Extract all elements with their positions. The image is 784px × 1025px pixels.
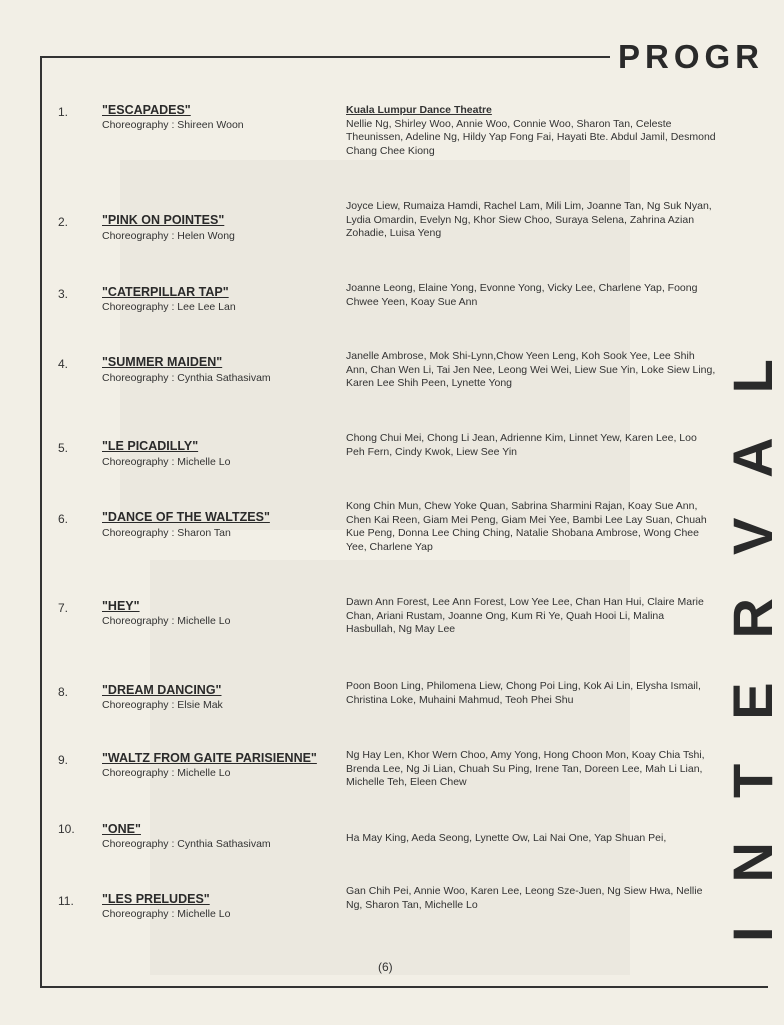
item-title: "PINK ON POINTES" [102, 213, 225, 227]
item-number: 11. [58, 894, 74, 908]
item-choreography: Choreography : Lee Lee Lan [102, 301, 236, 313]
item-title: "DREAM DANCING" [102, 683, 222, 697]
item-choreography: Choreography : Michelle Lo [102, 456, 231, 468]
side-vertical-word-text: INTERVAL [721, 315, 784, 942]
page-number: (6) [378, 960, 393, 974]
item-title: "LE PICADILLY" [102, 439, 199, 453]
item-cast: Joanne Leong, Elaine Yong, Evonne Yong, Vicky Lee, Charlene Yap, Foong Chwee Yeen, Koay Sue Ann [346, 282, 698, 308]
frame-left-rule [40, 56, 42, 987]
item-cast: Poon Boon Ling, Philomena Liew, Chong Poi Ling, Kok Ai Lin, Elysha Ismail, Christina Loke, Muhaini Mahmud, Teoh Phei Shu [346, 680, 701, 706]
item-choreography: Choreography : Shireen Woon [102, 119, 244, 131]
frame-top-rule [40, 56, 610, 58]
item-title: "LES PRELUDES" [102, 892, 210, 906]
item-number: 6. [58, 512, 69, 526]
item-number: 8. [58, 685, 69, 699]
item-choreography: Choreography : Michelle Lo [102, 615, 231, 627]
cast-list: Nellie Ng, Shirley Woo, Annie Woo, Connie Woo, Sharon Tan, Celeste Theunissen, Adeline Ng, Hildy Yap Fong Fai, Hayati Bte. Abdul Jamil, Desmond Chang Chee Kiong [346, 117, 716, 157]
item-number: 4. [58, 357, 69, 371]
side-vertical-word [721, 112, 784, 942]
company-name: Kuala Lumpur Dance Theatre [346, 104, 492, 116]
item-choreography: Choreography : Michelle Lo [102, 908, 231, 920]
item-number: 5. [58, 441, 69, 455]
item-number: 7. [58, 601, 69, 615]
item-choreography: Choreography : Cynthia Sathasivam [102, 372, 271, 384]
item-number: 10. [58, 822, 75, 836]
item-number: 1. [58, 105, 69, 119]
item-title: "ESCAPADES" [102, 103, 191, 117]
item-cast: Joyce Liew, Rumaiza Hamdi, Rachel Lam, Mili Lim, Joanne Tan, Ng Suk Nyan, Lydia Omardin, Evelyn Ng, Khor Siew Choo, Suraya Selena, Zahrina Azian Zohadie, Luisa Yeng [346, 200, 712, 239]
item-title: "DANCE OF THE WALTZES" [102, 510, 270, 524]
item-choreography: Choreography : Cynthia Sathasivam [102, 838, 271, 850]
item-choreography: Choreography : Elsie Mak [102, 699, 223, 711]
item-cast: Ng Hay Len, Khor Wern Choo, Amy Yong, Hong Choon Mon, Koay Chia Tshi, Brenda Lee, Ng Ji Lian, Chuah Su Ping, Irene Tan, Doreen Lee, Mah Li Lian, Michelle Teh, Eleen Chew [346, 749, 705, 788]
item-cast: Chong Chui Mei, Chong Li Jean, Adrienne Kim, Linnet Yew, Karen Lee, Loo Peh Fern, Cindy Kwok, Liew See Yin [346, 432, 697, 458]
item-choreography: Choreography : Helen Wong [102, 230, 235, 242]
item-number: 2. [58, 215, 69, 229]
item-title: "SUMMER MAIDEN" [102, 355, 223, 369]
item-cast: Kong Chin Mun, Chew Yoke Quan, Sabrina Sharmini Rajan, Koay Sue Ann, Chen Kai Reen, Giam Mei Peng, Giam Mei Yee, Bambi Lee Lay Suan, Chuah Kue Peng, Donna Lee Ching Ching, Natalie Shobana Ambrose, Wong Chee Yee, Charlene Yap [346, 500, 707, 553]
item-cast: Dawn Ann Forest, Lee Ann Forest, Low Yee Lee, Chan Han Hui, Claire Marie Chan, Ariani Rustam, Joanne Ong, Kum Ri Ye, Quah Hooi Li, Malina Hasbullah, Ng May Lee [346, 596, 704, 635]
item-title: "CATERPILLAR TAP" [102, 285, 229, 299]
item-title: "HEY" [102, 599, 140, 613]
item-cast: Ha May King, Aeda Seong, Lynette Ow, Lai Nai One, Yap Shuan Pei, [346, 832, 667, 844]
item-cast [346, 104, 716, 158]
item-number: 3. [58, 287, 69, 301]
item-title: "ONE" [102, 822, 141, 836]
item-number: 9. [58, 753, 69, 767]
item-choreography: Choreography : Michelle Lo [102, 767, 231, 779]
page-header-title: PROGR [618, 38, 765, 75]
item-title: "WALTZ FROM GAITE PARISIENNE" [102, 751, 317, 765]
item-cast: Gan Chih Pei, Annie Woo, Karen Lee, Leong Sze-Juen, Ng Siew Hwa, Nellie Ng, Sharon Tan, Michelle Lo [346, 885, 703, 911]
frame-bottom-rule [40, 986, 768, 988]
item-choreography: Choreography : Sharon Tan [102, 527, 231, 539]
item-cast: Janelle Ambrose, Mok Shi-Lynn,Chow Yeen Leng, Koh Sook Yee, Lee Shih Ann, Chan Wen Li, Tai Jen Nee, Leong Wei Wei, Liew Sue Yin, Loke Siew Ling, Karen Lee Shih Peen, Lynette Yong [346, 350, 716, 389]
